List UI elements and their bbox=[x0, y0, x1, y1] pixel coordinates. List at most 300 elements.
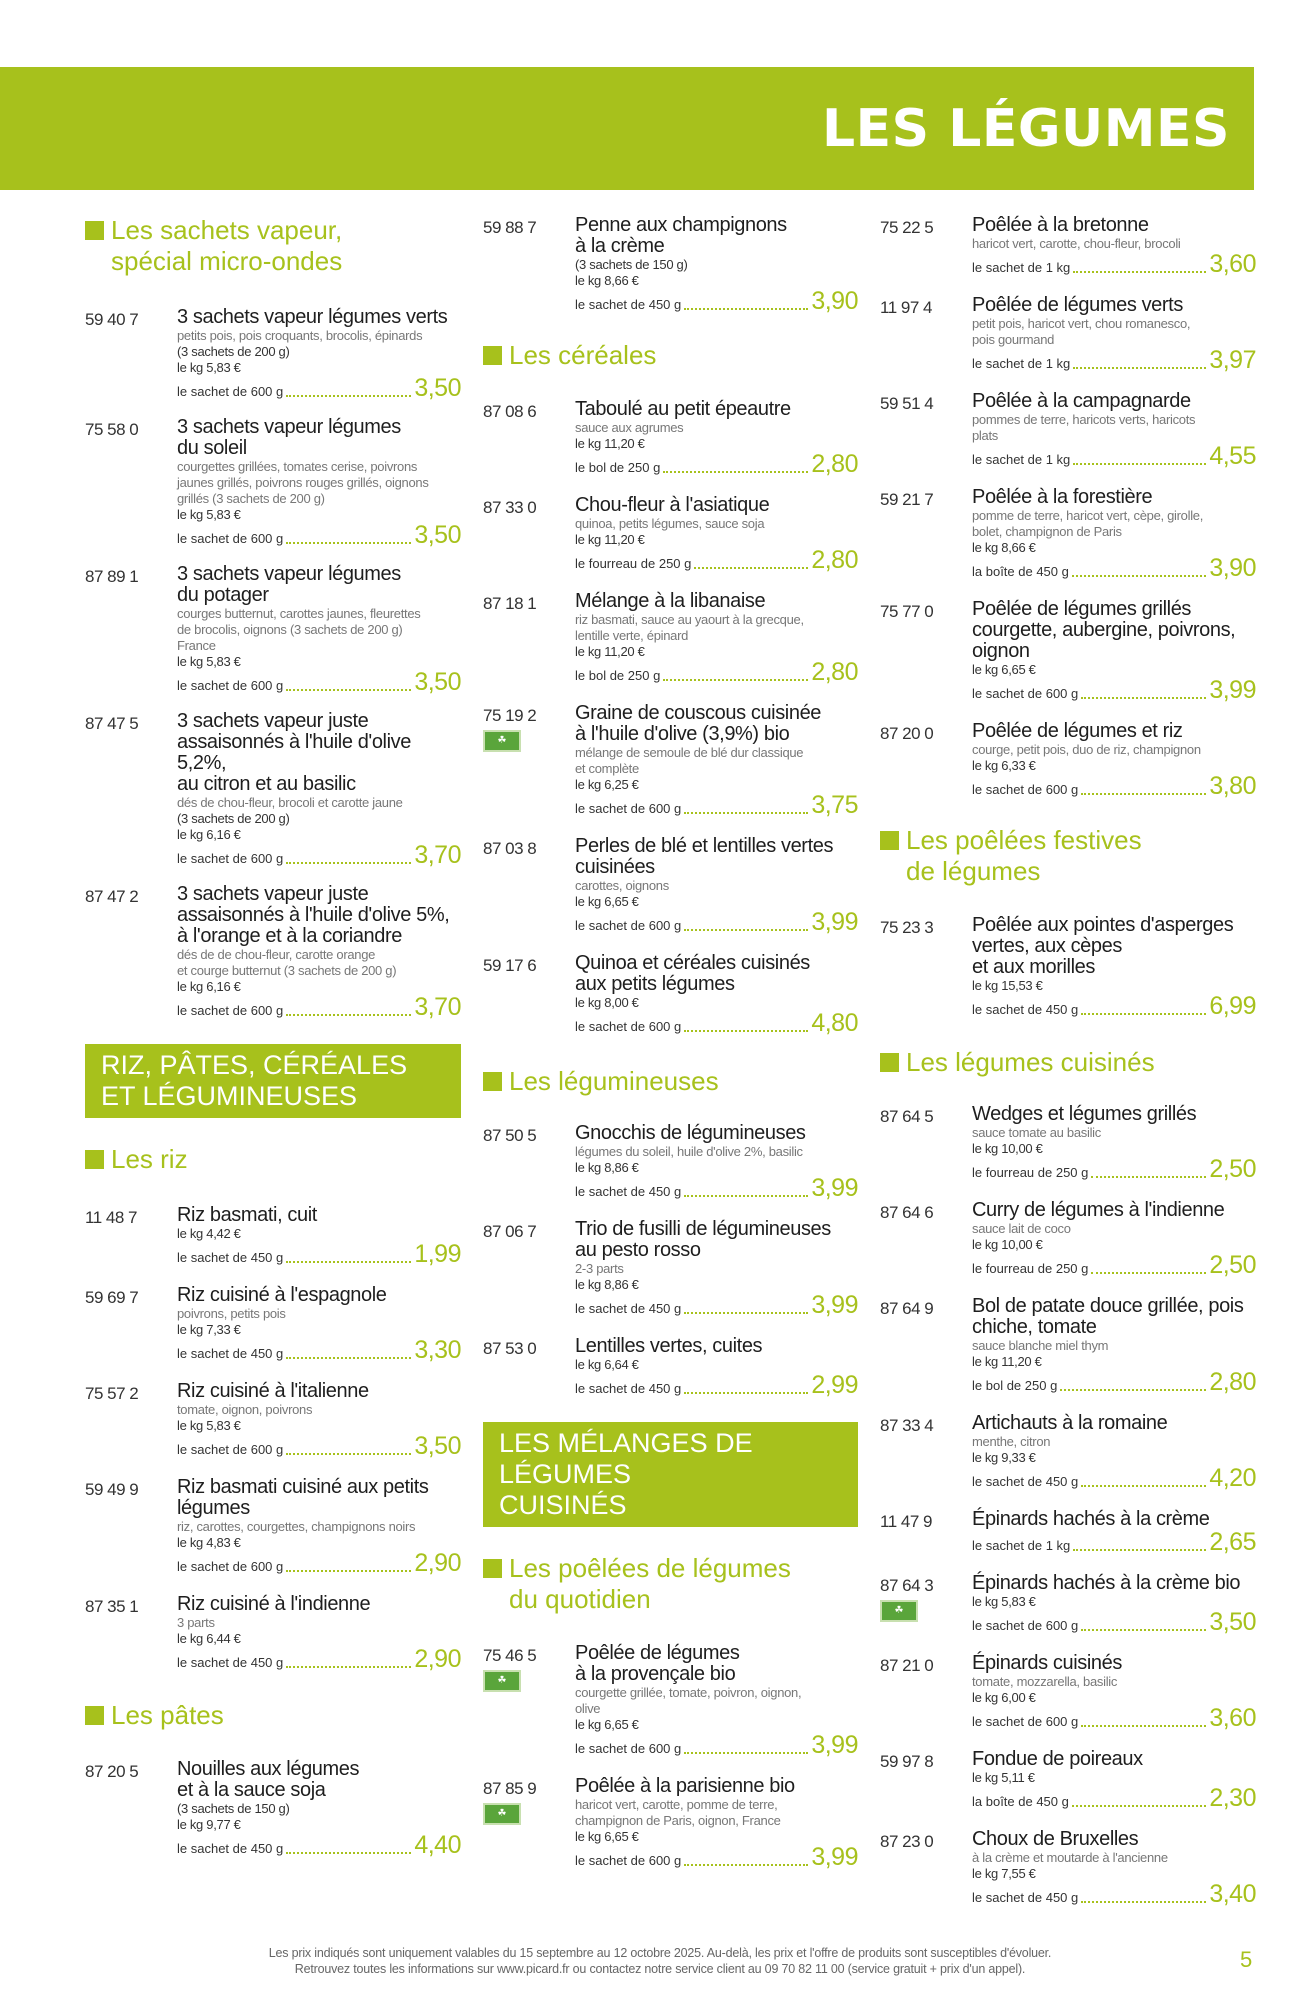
product-unit: le sachet de 1 kg bbox=[972, 356, 1071, 371]
price-row bbox=[575, 1011, 858, 1036]
product-code: 87 23 0 bbox=[880, 1832, 934, 1851]
dotted-leader bbox=[286, 1014, 411, 1016]
product-description: et complète bbox=[575, 761, 639, 776]
price-row bbox=[972, 1253, 1256, 1278]
product-detail: le kg 11,20 € bbox=[575, 532, 645, 547]
product-body bbox=[575, 399, 858, 477]
product-item bbox=[880, 487, 1256, 581]
section-heading bbox=[85, 215, 461, 277]
product-detail: le kg 6,16 € bbox=[177, 827, 241, 842]
product-description: plats bbox=[972, 428, 998, 443]
product-item bbox=[880, 1653, 1256, 1731]
dotted-leader bbox=[286, 1852, 411, 1854]
product-description: et courge butternut (3 sachets de 200 g) bbox=[177, 963, 397, 978]
heading-line: du quotidien bbox=[509, 1584, 651, 1614]
section-heading bbox=[880, 1047, 1256, 1078]
dotted-leader bbox=[684, 1312, 808, 1314]
product-body bbox=[972, 295, 1256, 373]
heading-line: de légumes bbox=[906, 856, 1041, 886]
product-unit: le sachet de 450 g bbox=[575, 1381, 682, 1396]
section-heading-text bbox=[906, 1047, 1155, 1078]
product-column-middle bbox=[483, 215, 858, 1870]
product-code: 11 48 7 bbox=[85, 1208, 137, 1227]
product-body bbox=[177, 884, 461, 1020]
product-description: champignon de Paris, oignon, France bbox=[575, 1813, 781, 1828]
product-code-wrap bbox=[483, 1643, 575, 1758]
dotted-leader bbox=[694, 567, 808, 569]
product-price: 3,30 bbox=[414, 1336, 461, 1364]
product-code: 59 51 4 bbox=[880, 394, 934, 413]
product-detail: (3 sachets de 200 g) bbox=[177, 344, 290, 359]
product-price: 3,50 bbox=[414, 1432, 461, 1460]
product-description: bolet, champignon de Paris bbox=[972, 524, 1122, 539]
dotted-leader bbox=[1081, 697, 1206, 699]
product-code: 87 33 4 bbox=[880, 1416, 934, 1435]
product-name: Épinards hachés à la crème bio bbox=[972, 1572, 1241, 1594]
product-unit: la boîte de 450 g bbox=[972, 564, 1069, 579]
product-description: jaunes grillés, poivrons rouges grillés, oignons bbox=[177, 475, 429, 490]
product-body bbox=[575, 953, 858, 1036]
product-name: Graine de couscous cuisinée bbox=[575, 702, 822, 724]
product-description: petit pois, haricot vert, chou romanesco, bbox=[972, 316, 1191, 331]
product-body bbox=[972, 1104, 1256, 1182]
section-heading-text bbox=[509, 340, 656, 371]
section-heading bbox=[85, 1144, 461, 1175]
price-row bbox=[575, 289, 858, 314]
product-name: aux petits légumes bbox=[575, 973, 735, 995]
footer-disclaimer bbox=[160, 1945, 1160, 1977]
product-detail: (3 sachets de 150 g) bbox=[177, 1801, 290, 1816]
product-name: 3 sachets vapeur juste bbox=[177, 710, 369, 732]
product-description: haricot vert, carotte, pomme de terre, bbox=[575, 1797, 778, 1812]
product-name: Chou-fleur à l'asiatique bbox=[575, 494, 770, 516]
product-unit: le sachet de 600 g bbox=[972, 1714, 1079, 1729]
dotted-leader bbox=[1091, 1176, 1206, 1178]
product-item bbox=[880, 721, 1256, 799]
footer-line-prices: Les prix indiqués sont uniquement valables du 15 septembre au 12 octobre 2025. Au-delà, les prix et l'offre de produits sont susceptibles d'évoluer. bbox=[268, 1946, 1052, 1960]
product-code: 75 22 5 bbox=[880, 218, 934, 237]
price-row bbox=[177, 670, 461, 695]
product-item bbox=[483, 399, 858, 477]
product-name: Curry de légumes à l'indienne bbox=[972, 1199, 1225, 1221]
product-code: 87 64 6 bbox=[880, 1203, 934, 1222]
product-price: 2,80 bbox=[811, 450, 858, 478]
product-unit: le sachet de 1 kg bbox=[972, 1538, 1071, 1553]
dotted-leader bbox=[684, 1030, 808, 1032]
price-row bbox=[972, 678, 1256, 703]
product-name: au pesto rosso bbox=[575, 1239, 701, 1261]
product-body bbox=[972, 1296, 1256, 1395]
product-item bbox=[85, 307, 461, 401]
dotted-leader bbox=[684, 929, 808, 931]
product-name: courgette, aubergine, poivrons, bbox=[972, 619, 1236, 641]
product-item bbox=[880, 1200, 1256, 1278]
product-code-wrap bbox=[85, 307, 177, 401]
product-name: Taboulé au petit épeautre bbox=[575, 398, 791, 420]
product-description: pois gourmand bbox=[972, 332, 1055, 347]
product-column-right bbox=[880, 215, 1256, 1907]
product-code-wrap bbox=[880, 1104, 972, 1182]
product-name: 3 sachets vapeur légumes bbox=[177, 563, 401, 585]
product-item bbox=[483, 1123, 858, 1201]
product-unit: le sachet de 600 g bbox=[177, 1442, 284, 1457]
product-price: 3,50 bbox=[1209, 1608, 1256, 1636]
product-code-wrap bbox=[85, 1477, 177, 1576]
product-detail: (3 sachets de 150 g) bbox=[575, 257, 688, 272]
product-detail: le kg 5,83 € bbox=[177, 654, 241, 669]
product-code: 11 47 9 bbox=[880, 1512, 932, 1531]
product-name: Poêlée aux pointes d'asperges bbox=[972, 914, 1234, 936]
product-body bbox=[575, 495, 858, 573]
product-item bbox=[483, 215, 858, 314]
product-code: 75 57 2 bbox=[85, 1384, 139, 1403]
product-price: 4,20 bbox=[1209, 1464, 1256, 1492]
product-description: dés de chou-fleur, brocoli et carotte jaune bbox=[177, 795, 403, 810]
product-price: 3,40 bbox=[1209, 1880, 1256, 1908]
product-price: 3,75 bbox=[811, 791, 858, 819]
product-name: à la provençale bio bbox=[575, 1663, 736, 1685]
product-code-wrap bbox=[880, 1413, 972, 1491]
product-detail: le kg 15,53 € bbox=[972, 978, 1043, 993]
product-name: Wedges et légumes grillés bbox=[972, 1103, 1197, 1125]
product-unit: le sachet de 600 g bbox=[177, 678, 284, 693]
product-unit: le sachet de 600 g bbox=[177, 851, 284, 866]
product-code: 87 20 5 bbox=[85, 1762, 139, 1781]
product-name: Mélange à la libanaise bbox=[575, 590, 766, 612]
price-row bbox=[177, 843, 461, 868]
organic-label-icon: ☘ bbox=[880, 1600, 918, 1622]
product-code: 59 97 8 bbox=[880, 1752, 934, 1771]
product-name: du potager bbox=[177, 584, 269, 606]
product-description: riz basmati, sauce au yaourt à la grecque, bbox=[575, 612, 804, 627]
product-description: lentille verte, épinard bbox=[575, 628, 689, 643]
product-item bbox=[483, 836, 858, 935]
price-row bbox=[972, 1157, 1256, 1182]
product-name: et à la sauce soja bbox=[177, 1779, 326, 1801]
product-price: 4,80 bbox=[811, 1009, 858, 1037]
product-code: 87 50 5 bbox=[483, 1126, 537, 1145]
product-code: 87 21 0 bbox=[880, 1656, 934, 1675]
heading-line: spécial micro-ondes bbox=[111, 246, 343, 276]
product-unit: le sachet de 450 g bbox=[972, 1002, 1079, 1017]
product-detail: le kg 5,83 € bbox=[177, 507, 241, 522]
product-unit: le sachet de 450 g bbox=[575, 1184, 682, 1199]
product-description: pommes de terre, haricots verts, haricots bbox=[972, 412, 1196, 427]
product-description: pomme de terre, haricot vert, cèpe, girolle, bbox=[972, 508, 1204, 523]
product-name: Choux de Bruxelles bbox=[972, 1828, 1139, 1850]
product-unit: le sachet de 600 g bbox=[575, 918, 682, 933]
product-body bbox=[177, 417, 461, 548]
product-unit: le sachet de 450 g bbox=[575, 297, 682, 312]
price-row bbox=[575, 452, 858, 477]
section-heading-text bbox=[111, 1700, 224, 1731]
dotted-leader bbox=[1060, 1389, 1206, 1391]
product-code-wrap bbox=[880, 1653, 972, 1731]
price-row bbox=[177, 1647, 461, 1672]
product-description: France bbox=[177, 638, 216, 653]
product-description: à la crème et moutarde à l'ancienne bbox=[972, 1850, 1168, 1865]
product-detail: le kg 8,66 € bbox=[575, 273, 639, 288]
product-code-wrap bbox=[483, 1219, 575, 1318]
product-name: Riz cuisiné à l'espagnole bbox=[177, 1284, 387, 1306]
product-body bbox=[972, 487, 1256, 581]
dotted-leader bbox=[286, 395, 411, 397]
product-detail: le kg 6,65 € bbox=[575, 1717, 639, 1732]
product-item bbox=[880, 1573, 1256, 1635]
product-body bbox=[177, 1759, 461, 1858]
product-code-wrap bbox=[880, 1829, 972, 1907]
product-unit: la boîte de 450 g bbox=[972, 1794, 1069, 1809]
category-band-line: ET LÉGUMINEUSES bbox=[101, 1081, 358, 1111]
dotted-leader bbox=[684, 1195, 808, 1197]
product-item bbox=[85, 1759, 461, 1858]
product-unit: le fourreau de 250 g bbox=[972, 1261, 1089, 1276]
product-name: vertes, aux cèpes bbox=[972, 935, 1122, 957]
product-body bbox=[177, 1594, 461, 1672]
product-body bbox=[575, 591, 858, 685]
product-item bbox=[85, 711, 461, 868]
product-code-wrap bbox=[880, 215, 972, 277]
product-description: tomate, oignon, poivrons bbox=[177, 1402, 313, 1417]
product-name: Fondue de poireaux bbox=[972, 1748, 1143, 1770]
price-row bbox=[575, 1845, 858, 1870]
product-name: à l'orange et à la coriandre bbox=[177, 925, 402, 947]
product-price: 3,50 bbox=[414, 521, 461, 549]
product-code-wrap bbox=[880, 1749, 972, 1811]
product-code-wrap bbox=[880, 295, 972, 373]
product-description: dés de de chou-fleur, carotte orange bbox=[177, 947, 376, 962]
product-code: 87 35 1 bbox=[85, 1597, 139, 1616]
product-unit: le sachet de 600 g bbox=[575, 1853, 682, 1868]
dotted-leader bbox=[1073, 463, 1206, 465]
product-code: 87 47 5 bbox=[85, 714, 139, 733]
product-description: courges butternut, carottes jaunes, fleurettes bbox=[177, 606, 421, 621]
product-body bbox=[972, 599, 1256, 703]
product-detail: le kg 8,86 € bbox=[575, 1277, 639, 1292]
product-code: 11 97 4 bbox=[880, 298, 932, 317]
dotted-leader bbox=[1073, 367, 1206, 369]
product-code: 87 08 6 bbox=[483, 402, 537, 421]
product-code-wrap bbox=[85, 417, 177, 548]
product-unit: le sachet de 600 g bbox=[972, 686, 1079, 701]
product-code-wrap bbox=[880, 1573, 972, 1635]
product-detail: le kg 6,16 € bbox=[177, 979, 241, 994]
product-detail: le kg 11,20 € bbox=[575, 436, 645, 451]
heading-line: Les légumineuses bbox=[509, 1066, 719, 1096]
product-description: de brocolis, oignons (3 sachets de 200 g) bbox=[177, 622, 403, 637]
product-price: 2,99 bbox=[811, 1371, 858, 1399]
product-code-wrap bbox=[880, 599, 972, 703]
product-code-wrap bbox=[85, 1205, 177, 1267]
product-detail: le kg 10,00 € bbox=[972, 1237, 1043, 1252]
heading-line: Les céréales bbox=[509, 340, 657, 370]
product-item bbox=[85, 1285, 461, 1363]
product-detail: le kg 6,25 € bbox=[575, 777, 639, 792]
product-description: quinoa, petits légumes, sauce soja bbox=[575, 516, 765, 531]
product-detail: le kg 8,86 € bbox=[575, 1160, 639, 1175]
product-body bbox=[972, 215, 1256, 277]
product-name: Poêlée à la bretonne bbox=[972, 214, 1149, 236]
product-unit: le sachet de 1 kg bbox=[972, 452, 1071, 467]
dotted-leader bbox=[286, 1453, 411, 1455]
heading-square-marker bbox=[483, 1072, 502, 1091]
dotted-leader bbox=[286, 862, 411, 864]
product-price: 2,90 bbox=[414, 1549, 461, 1577]
product-code-wrap bbox=[85, 1285, 177, 1363]
product-name: oignon bbox=[972, 640, 1030, 662]
dotted-leader bbox=[1081, 1725, 1206, 1727]
organic-label-icon: ☘ bbox=[483, 1670, 521, 1692]
product-price: 2,90 bbox=[414, 1645, 461, 1673]
product-code-wrap bbox=[483, 836, 575, 935]
dotted-leader bbox=[663, 471, 808, 473]
product-code-wrap bbox=[85, 884, 177, 1020]
heading-square-marker bbox=[85, 1150, 104, 1169]
product-detail: le kg 5,83 € bbox=[972, 1594, 1036, 1609]
product-unit: le bol de 250 g bbox=[972, 1378, 1058, 1393]
dotted-leader bbox=[684, 308, 808, 310]
heading-line: Les riz bbox=[111, 1144, 188, 1174]
product-code: 87 18 1 bbox=[483, 594, 537, 613]
product-price: 2,50 bbox=[1209, 1251, 1256, 1279]
dotted-leader bbox=[1081, 1013, 1206, 1015]
page-title: LES LÉGUMES bbox=[822, 99, 1230, 159]
product-item bbox=[880, 295, 1256, 373]
section-heading-text bbox=[111, 1144, 188, 1175]
dotted-leader bbox=[1073, 271, 1206, 273]
product-name: à l'huile d'olive (3,9%) bio bbox=[575, 723, 790, 745]
product-body bbox=[177, 1285, 461, 1363]
heading-line: Les poêlées de légumes bbox=[509, 1553, 791, 1583]
product-description: mélange de semoule de blé dur classique bbox=[575, 745, 804, 760]
category-band-line: LES MÉLANGES DE LÉGUMES bbox=[499, 1428, 753, 1489]
product-unit: le sachet de 450 g bbox=[575, 1301, 682, 1316]
product-description: 3 parts bbox=[177, 1615, 215, 1630]
product-name: 3 sachets vapeur juste bbox=[177, 883, 369, 905]
product-detail: le kg 4,83 € bbox=[177, 1535, 241, 1550]
product-detail: le kg 11,20 € bbox=[972, 1354, 1042, 1369]
price-row bbox=[177, 1833, 461, 1858]
product-name: Penne aux champignons bbox=[575, 214, 787, 236]
product-code: 87 85 9 bbox=[483, 1779, 537, 1798]
product-code: 87 64 5 bbox=[880, 1107, 934, 1126]
product-detail: le kg 6,65 € bbox=[575, 1829, 639, 1844]
product-price: 3,90 bbox=[1209, 554, 1256, 582]
product-code-wrap bbox=[880, 1509, 972, 1555]
product-name: Poêlée de légumes verts bbox=[972, 294, 1183, 316]
price-row bbox=[575, 1733, 858, 1758]
organic-label-icon: ☘ bbox=[483, 1803, 521, 1825]
product-unit: le sachet de 450 g bbox=[177, 1250, 284, 1265]
product-item bbox=[880, 1413, 1256, 1491]
product-description: tomate, mozzarella, basilic bbox=[972, 1674, 1118, 1689]
product-price: 3,99 bbox=[811, 1291, 858, 1319]
product-description: légumes du soleil, huile d'olive 2%, basilic bbox=[575, 1144, 803, 1159]
product-body bbox=[177, 564, 461, 695]
heading-square-marker bbox=[85, 1706, 104, 1725]
product-body bbox=[972, 1829, 1256, 1907]
product-code: 87 64 9 bbox=[880, 1299, 934, 1318]
product-unit: le sachet de 450 g bbox=[972, 1890, 1079, 1905]
product-description: sauce lait de coco bbox=[972, 1221, 1071, 1236]
product-item bbox=[880, 1749, 1256, 1811]
price-row bbox=[575, 548, 858, 573]
product-code: 75 23 3 bbox=[880, 918, 934, 937]
product-name: 3 sachets vapeur légumes verts bbox=[177, 306, 448, 328]
product-description: menthe, citron bbox=[972, 1434, 1051, 1449]
product-item bbox=[880, 1296, 1256, 1395]
product-unit: le sachet de 600 g bbox=[177, 384, 284, 399]
price-row bbox=[177, 376, 461, 401]
price-row bbox=[972, 1466, 1256, 1491]
product-item bbox=[880, 391, 1256, 469]
product-code: 59 69 7 bbox=[85, 1288, 139, 1307]
dotted-leader bbox=[1073, 1549, 1206, 1551]
product-name: Poêlée de légumes grillés bbox=[972, 598, 1192, 620]
product-name: au citron et au basilic bbox=[177, 773, 356, 795]
section-heading-text bbox=[509, 1066, 719, 1097]
product-body bbox=[177, 1477, 461, 1576]
product-unit: le bol de 250 g bbox=[575, 460, 661, 475]
product-item bbox=[85, 1381, 461, 1459]
product-code: 87 53 0 bbox=[483, 1339, 537, 1358]
dotted-leader bbox=[1081, 1485, 1206, 1487]
product-name: Poêlée de légumes bbox=[575, 1642, 740, 1664]
product-unit: le sachet de 600 g bbox=[972, 1618, 1079, 1633]
product-detail: le kg 6,65 € bbox=[575, 894, 639, 909]
product-body bbox=[177, 1381, 461, 1459]
product-price: 1,99 bbox=[414, 1240, 461, 1268]
product-name: Riz cuisiné à l'indienne bbox=[177, 1593, 371, 1615]
price-row bbox=[972, 1786, 1256, 1811]
product-column-left bbox=[85, 215, 461, 1858]
product-description: sauce tomate au basilic bbox=[972, 1125, 1101, 1140]
price-row bbox=[972, 556, 1256, 581]
product-price: 3,50 bbox=[414, 374, 461, 402]
price-row bbox=[972, 252, 1256, 277]
product-code-wrap bbox=[85, 1759, 177, 1858]
product-price: 3,50 bbox=[414, 668, 461, 696]
product-name: Épinards cuisinés bbox=[972, 1652, 1122, 1674]
heading-line: Les poêlées festives bbox=[906, 825, 1142, 855]
product-code-wrap bbox=[483, 1123, 575, 1201]
price-row bbox=[177, 1242, 461, 1267]
product-code: 75 46 5 bbox=[483, 1646, 537, 1665]
heading-line: Les sachets vapeur, bbox=[111, 215, 343, 245]
product-code: 87 20 0 bbox=[880, 724, 934, 743]
product-body bbox=[177, 711, 461, 868]
section-heading bbox=[85, 1700, 461, 1731]
product-detail: le kg 6,64 € bbox=[575, 1357, 639, 1372]
category-band-line: RIZ, PÂTES, CÉRÉALES bbox=[101, 1050, 408, 1080]
product-price: 3,60 bbox=[1209, 1704, 1256, 1732]
product-item bbox=[483, 591, 858, 685]
product-price: 4,40 bbox=[414, 1831, 461, 1859]
heading-square-marker bbox=[483, 346, 502, 365]
product-body bbox=[972, 1509, 1256, 1555]
product-price: 3,99 bbox=[811, 1843, 858, 1871]
product-body bbox=[177, 1205, 461, 1267]
category-band bbox=[85, 1044, 461, 1118]
price-row bbox=[177, 523, 461, 548]
product-price: 2,50 bbox=[1209, 1155, 1256, 1183]
product-code: 87 64 3 bbox=[880, 1576, 934, 1595]
product-description: poivrons, petits pois bbox=[177, 1306, 286, 1321]
price-row bbox=[972, 444, 1256, 469]
product-description: sauce blanche miel thym bbox=[972, 1338, 1109, 1353]
product-body bbox=[972, 1573, 1256, 1635]
product-name: du soleil bbox=[177, 437, 247, 459]
